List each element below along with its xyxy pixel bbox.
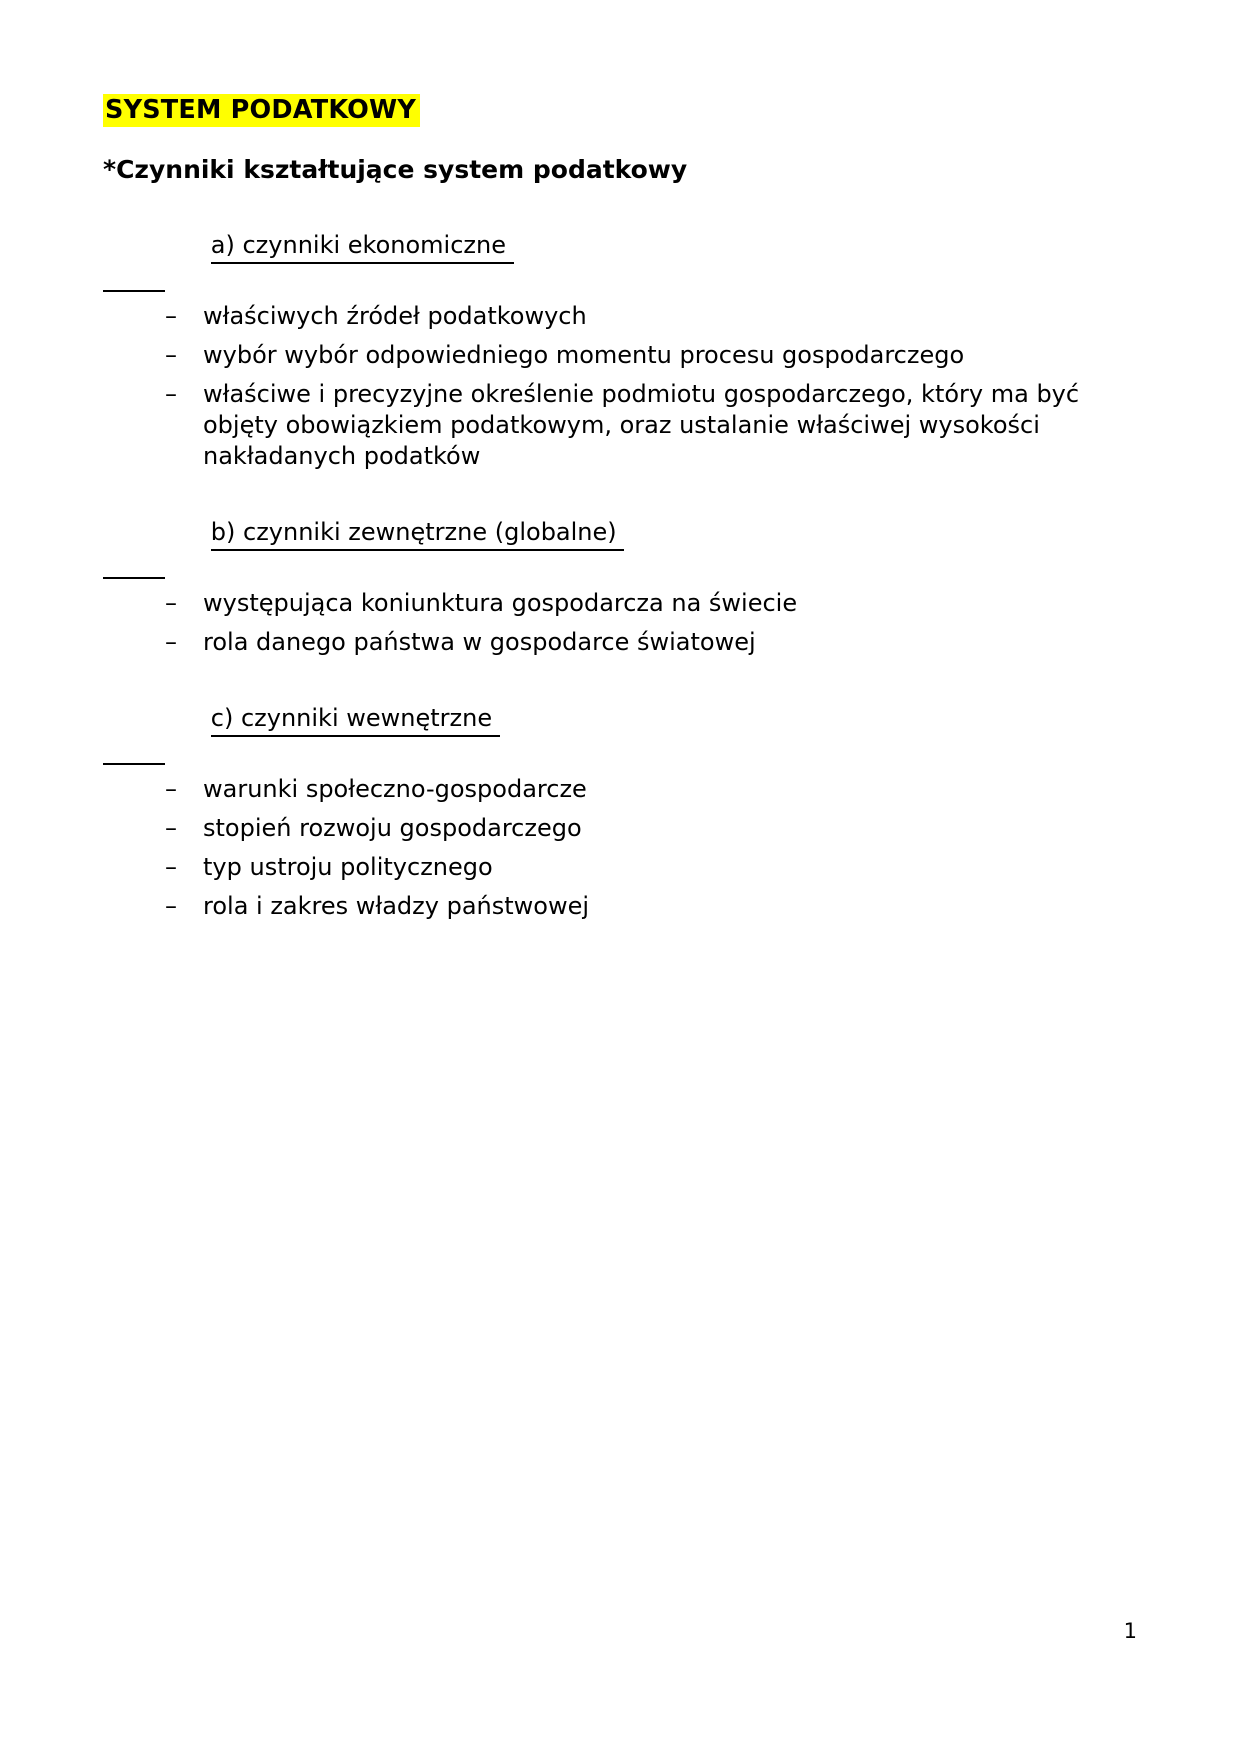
list-item bbox=[103, 852, 1113, 883]
list-item-text: typ ustroju politycznego bbox=[203, 853, 493, 882]
list-item bbox=[103, 891, 1113, 922]
section-b-label: b) czynniki zewnętrzne (globalne) bbox=[211, 517, 624, 551]
section-c-label: c) czynniki wewnętrzne bbox=[211, 703, 500, 737]
section-a-list bbox=[103, 301, 1113, 472]
bullet-dash-icon: – bbox=[165, 892, 177, 921]
section-header-c bbox=[103, 672, 1113, 767]
section-b-list bbox=[103, 588, 1113, 658]
document-content bbox=[103, 96, 1113, 922]
list-item bbox=[103, 627, 1113, 658]
list-item bbox=[103, 774, 1113, 805]
list-item-text: rola danego państwa w gospodarce światowej bbox=[203, 628, 756, 657]
list-item-text: rola i zakres władzy państwowej bbox=[203, 892, 590, 921]
section-header-a bbox=[103, 199, 1113, 294]
section-header-b bbox=[103, 486, 1113, 581]
section-c-list bbox=[103, 774, 1113, 922]
list-item-text: właściwe i precyzyjne określenie podmiotu gospodarczego, który ma być objęty obowiązkiem podatkowym, oraz ustalanie właściwej wysokości nakładanych podatków bbox=[203, 380, 1080, 471]
list-item bbox=[103, 588, 1113, 619]
list-item-text: występująca koniunktura gospodarcza na świecie bbox=[203, 589, 798, 618]
list-item-text: stopień rozwoju gospodarczego bbox=[203, 814, 582, 843]
list-item-text: warunki społeczno-gospodarcze bbox=[203, 775, 587, 804]
list-item bbox=[103, 301, 1113, 332]
bullet-dash-icon: – bbox=[165, 302, 177, 331]
list-item-text: wybór wybór odpowiedniego momentu procesu gospodarczego bbox=[203, 341, 965, 370]
section-a-label: a) czynniki ekonomiczne bbox=[211, 230, 514, 264]
list-item-text: właściwych źródeł podatkowych bbox=[203, 302, 587, 331]
list-item bbox=[103, 813, 1113, 844]
bullet-dash-icon: – bbox=[165, 853, 177, 882]
list-item bbox=[103, 379, 1113, 472]
bullet-dash-icon: – bbox=[165, 814, 177, 843]
section-a-left-rule bbox=[103, 290, 165, 292]
section-subheading: *Czynniki kształtujące system podatkowy bbox=[103, 155, 688, 185]
list-item bbox=[103, 340, 1113, 371]
page-title bbox=[103, 96, 1113, 125]
bullet-dash-icon: – bbox=[165, 589, 177, 618]
bullet-dash-icon: – bbox=[165, 775, 177, 804]
page-number: 1 bbox=[1123, 1619, 1137, 1643]
section-b-left-rule bbox=[103, 577, 165, 579]
bullet-dash-icon: – bbox=[165, 341, 177, 370]
bullet-dash-icon: – bbox=[165, 628, 177, 657]
page-title-highlight: SYSTEM PODATKOWY bbox=[103, 94, 420, 127]
bullet-dash-icon: – bbox=[165, 380, 177, 409]
section-c-left-rule bbox=[103, 763, 165, 765]
